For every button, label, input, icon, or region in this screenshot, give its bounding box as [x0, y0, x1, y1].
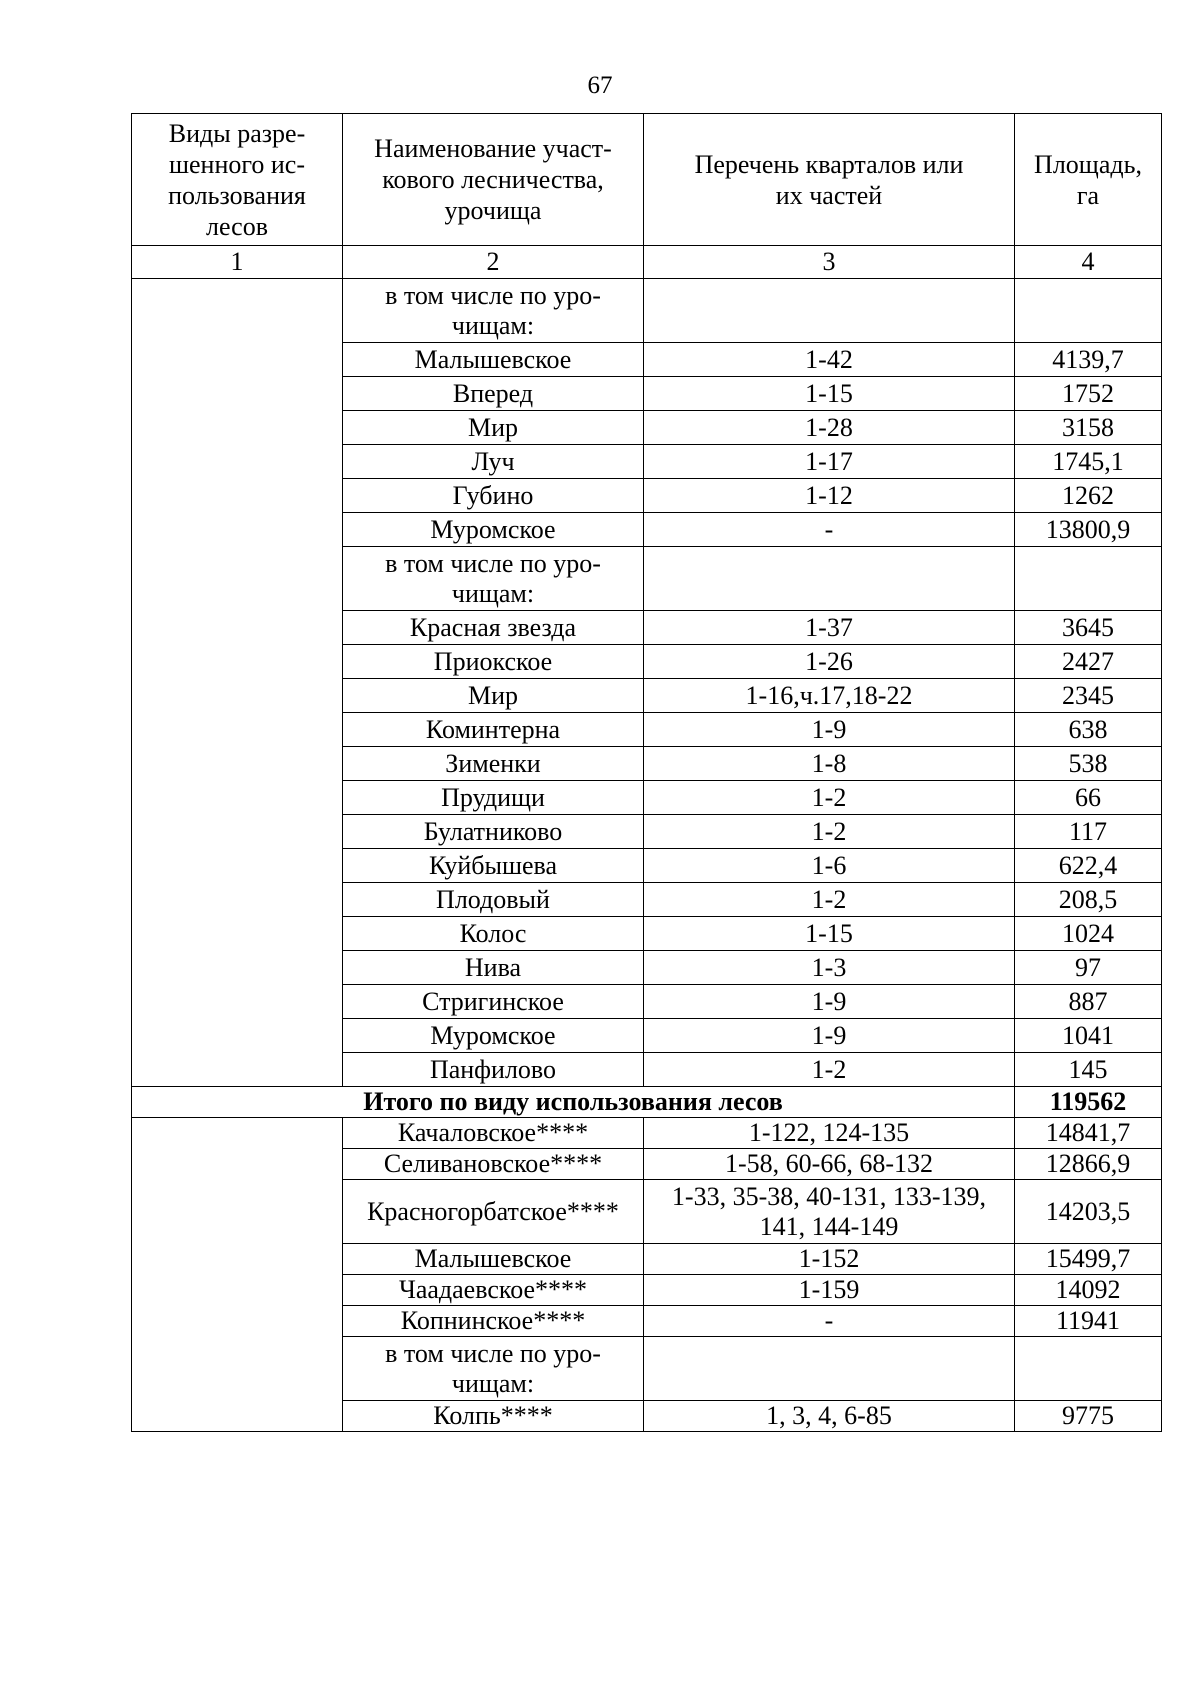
forestry-name-cell: Луч	[343, 445, 644, 479]
forestry-name-cell: Колос	[343, 917, 644, 951]
forestry-name-cell: Мир	[343, 411, 644, 445]
area-cell: 208,5	[1015, 883, 1162, 917]
quarters-cell: 1-2	[644, 815, 1015, 849]
quarters-cell: 1-26	[644, 645, 1015, 679]
quarters-cell: 1-159	[644, 1275, 1015, 1306]
forestry-name-cell: Вперед	[343, 377, 644, 411]
forest-areas-table	[131, 113, 1162, 1432]
forestry-name-cell: Чаадаевское****	[343, 1275, 644, 1306]
area-cell: 1041	[1015, 1019, 1162, 1053]
header-quarters: Перечень кварталов или их частей	[644, 114, 1015, 246]
column-number: 1	[132, 246, 343, 279]
quarters-cell: 1-3	[644, 951, 1015, 985]
quarters-cell: -	[644, 1306, 1015, 1337]
forestry-name-cell: Муромское	[343, 513, 644, 547]
forestry-name-cell: Прудищи	[343, 781, 644, 815]
area-cell: 1262	[1015, 479, 1162, 513]
quarters-cell: 1-15	[644, 917, 1015, 951]
quarters-cell: 1, 3, 4, 6-85	[644, 1401, 1015, 1432]
area-cell: 12866,9	[1015, 1149, 1162, 1180]
forestry-name-cell: Колпь****	[343, 1401, 644, 1432]
forestry-name-cell: Мир	[343, 679, 644, 713]
area-cell: 3645	[1015, 611, 1162, 645]
area-cell: 13800,9	[1015, 513, 1162, 547]
quarters-cell	[644, 1337, 1015, 1401]
header-usage-type: Виды разре- шенного ис- пользования лесов	[132, 114, 343, 246]
forestry-name-cell: Малышевское	[343, 343, 644, 377]
forestry-name-cell: Приокское	[343, 645, 644, 679]
quarters-cell: 1-122, 124-135	[644, 1118, 1015, 1149]
forestry-name-cell: Плодовый	[343, 883, 644, 917]
forestry-name-cell: Копнинское****	[343, 1306, 644, 1337]
forestry-name-cell: в том числе по уро- чищам:	[343, 1337, 644, 1401]
area-cell: 538	[1015, 747, 1162, 781]
forestry-name-cell: Губино	[343, 479, 644, 513]
area-cell: 15499,7	[1015, 1244, 1162, 1275]
quarters-cell: 1-2	[644, 1053, 1015, 1087]
header-area: Площадь, га	[1015, 114, 1162, 246]
area-cell	[1015, 1337, 1162, 1401]
quarters-cell: 1-9	[644, 1019, 1015, 1053]
total-value: 119562	[1015, 1087, 1162, 1118]
forestry-name-cell: Панфилово	[343, 1053, 644, 1087]
quarters-cell: 1-16,ч.17,18-22	[644, 679, 1015, 713]
forestry-name-cell: Коминтерна	[343, 713, 644, 747]
area-cell: 2345	[1015, 679, 1162, 713]
area-cell	[1015, 547, 1162, 611]
quarters-cell: 1-15	[644, 377, 1015, 411]
forestry-name-cell: Стригинское	[343, 985, 644, 1019]
table-row	[132, 1118, 1162, 1149]
section2-usage-type-cell	[132, 1118, 343, 1432]
column-number: 3	[644, 246, 1015, 279]
forestry-name-cell: Куйбышева	[343, 849, 644, 883]
area-cell	[1015, 279, 1162, 343]
area-cell: 14092	[1015, 1275, 1162, 1306]
forestry-name-cell: Булатниково	[343, 815, 644, 849]
area-cell: 14841,7	[1015, 1118, 1162, 1149]
area-cell: 9775	[1015, 1401, 1162, 1432]
area-cell: 1745,1	[1015, 445, 1162, 479]
forestry-name-cell: Зименки	[343, 747, 644, 781]
forestry-name-cell: Муромское	[343, 1019, 644, 1053]
header-forestry-name: Наименование участ- кового лесничества, урочища	[343, 114, 644, 246]
section1-usage-type-cell	[132, 279, 343, 1087]
forestry-name-cell: Нива	[343, 951, 644, 985]
forestry-name-cell: Качаловское****	[343, 1118, 644, 1149]
quarters-cell: 1-2	[644, 781, 1015, 815]
area-cell: 14203,5	[1015, 1180, 1162, 1244]
area-cell: 117	[1015, 815, 1162, 849]
area-cell: 4139,7	[1015, 343, 1162, 377]
quarters-cell: 1-28	[644, 411, 1015, 445]
column-number: 2	[343, 246, 644, 279]
quarters-cell: 1-152	[644, 1244, 1015, 1275]
table-row	[132, 279, 1162, 343]
area-cell: 638	[1015, 713, 1162, 747]
area-cell: 66	[1015, 781, 1162, 815]
area-cell: 1024	[1015, 917, 1162, 951]
quarters-cell	[644, 547, 1015, 611]
quarters-cell: -	[644, 513, 1015, 547]
quarters-cell: 1-9	[644, 713, 1015, 747]
quarters-cell: 1-12	[644, 479, 1015, 513]
quarters-cell	[644, 279, 1015, 343]
area-cell: 622,4	[1015, 849, 1162, 883]
area-cell: 1752	[1015, 377, 1162, 411]
quarters-cell: 1-42	[644, 343, 1015, 377]
quarters-cell: 1-17	[644, 445, 1015, 479]
quarters-cell: 1-2	[644, 883, 1015, 917]
area-cell: 11941	[1015, 1306, 1162, 1337]
forestry-name-cell: в том числе по уро- чищам:	[343, 547, 644, 611]
area-cell: 145	[1015, 1053, 1162, 1087]
forestry-name-cell: Малышевское	[343, 1244, 644, 1275]
header-row	[132, 114, 1162, 246]
quarters-cell: 1-33, 35-38, 40-131, 133-139, 141, 144-149	[644, 1180, 1015, 1244]
forestry-name-cell: в том числе по уро- чищам:	[343, 279, 644, 343]
area-cell: 887	[1015, 985, 1162, 1019]
quarters-cell: 1-58, 60-66, 68-132	[644, 1149, 1015, 1180]
forestry-name-cell: Красная звезда	[343, 611, 644, 645]
area-cell: 3158	[1015, 411, 1162, 445]
area-cell: 97	[1015, 951, 1162, 985]
quarters-cell: 1-6	[644, 849, 1015, 883]
quarters-cell: 1-37	[644, 611, 1015, 645]
column-number: 4	[1015, 246, 1162, 279]
total-label: Итого по виду использования лесов	[132, 1087, 1015, 1118]
column-number-row	[132, 246, 1162, 279]
forestry-name-cell: Селивановское****	[343, 1149, 644, 1180]
area-cell: 2427	[1015, 645, 1162, 679]
forestry-name-cell: Красногорбатское****	[343, 1180, 644, 1244]
quarters-cell: 1-9	[644, 985, 1015, 1019]
quarters-cell: 1-8	[644, 747, 1015, 781]
total-row	[132, 1087, 1162, 1118]
page-number: 67	[587, 72, 613, 99]
